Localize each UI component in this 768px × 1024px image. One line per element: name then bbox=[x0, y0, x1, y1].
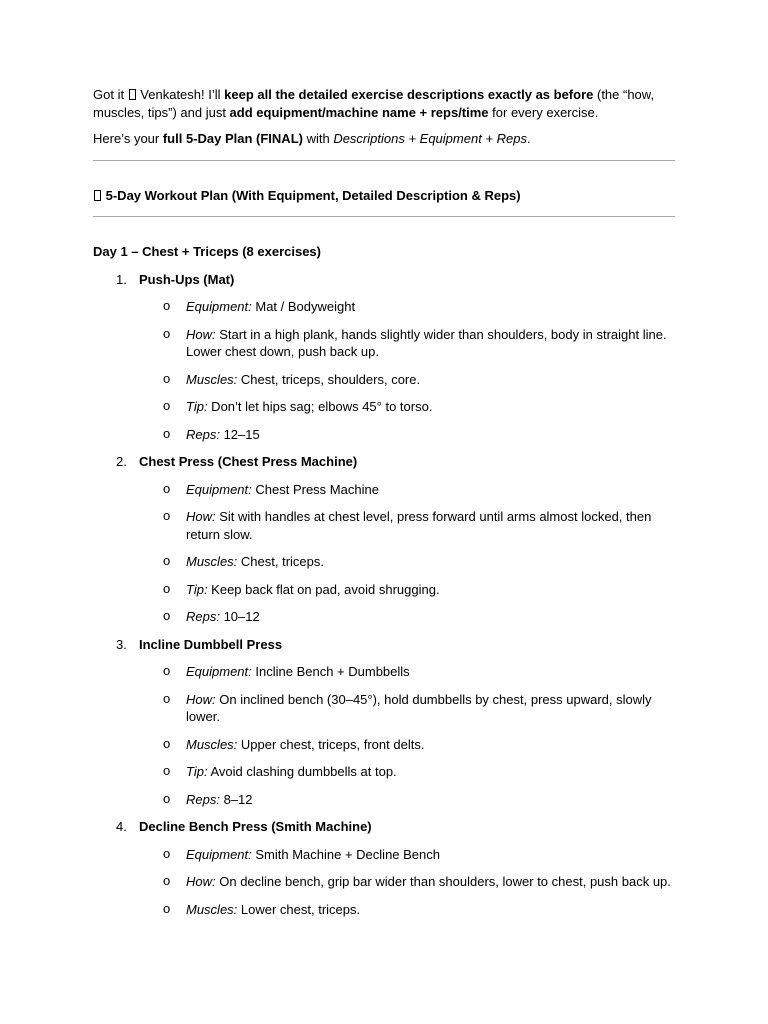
detail-text bbox=[186, 663, 675, 681]
intro-text: . bbox=[526, 131, 531, 146]
detail-value: On decline bench, grip bar wider than shoulders, lower to chest, push back up. bbox=[215, 874, 671, 889]
exercise-item bbox=[93, 271, 675, 444]
detail-value: 12–15 bbox=[219, 426, 260, 442]
detail-text bbox=[186, 298, 675, 316]
intro-text: (the “how, muscles, tips”) and just bbox=[93, 87, 655, 120]
intro-text: with bbox=[302, 131, 334, 146]
detail-label: Tip: bbox=[186, 581, 208, 597]
detail-item bbox=[93, 371, 675, 389]
divider bbox=[93, 160, 675, 161]
detail-item bbox=[93, 691, 675, 726]
detail-label: Muscles: bbox=[186, 901, 238, 917]
detail-item bbox=[93, 763, 675, 781]
detail-item bbox=[93, 846, 675, 864]
detail-item bbox=[93, 901, 675, 919]
divider bbox=[93, 216, 675, 217]
exercise-item bbox=[93, 453, 675, 626]
detail-text bbox=[186, 553, 675, 571]
missing-emoji-icon bbox=[129, 89, 136, 100]
detail-text bbox=[186, 398, 675, 416]
exercise-item bbox=[93, 636, 675, 809]
detail-label: Muscles: bbox=[186, 554, 238, 569]
detail-value: Mat / Bodyweight bbox=[251, 299, 356, 314]
circle-bullet-icon: o bbox=[163, 370, 171, 386]
intro-paragraph bbox=[93, 86, 675, 121]
intro-italic: Descriptions + Equipment + Reps bbox=[333, 131, 527, 146]
detail-item bbox=[93, 426, 675, 444]
intro-text: for every exercise. bbox=[488, 104, 599, 120]
detail-item bbox=[93, 791, 675, 809]
intro-text: Got it bbox=[93, 87, 128, 102]
circle-bullet-icon: o bbox=[163, 900, 171, 916]
detail-value: Don’t let hips sag; elbows 45° to torso. bbox=[207, 399, 433, 414]
intro-text: Here’s your bbox=[93, 131, 163, 146]
exercise-title: Chest Press (Chest Press Machine) bbox=[139, 454, 358, 469]
circle-bullet-icon: o bbox=[163, 508, 171, 523]
detail-item bbox=[93, 298, 675, 316]
detail-text bbox=[186, 481, 675, 499]
detail-item bbox=[93, 581, 675, 599]
detail-value: Start in a high plank, hands slightly wider than shoulders, body in straight line. Lower chest down, push back up. bbox=[186, 326, 667, 359]
circle-bullet-icon: o bbox=[163, 298, 171, 313]
plan-title-text: 5-Day Workout Plan (With Equipment, Detailed Description & Reps) bbox=[105, 187, 521, 203]
detail-value: Upper chest, triceps, front delts. bbox=[237, 736, 425, 752]
detail-label: How: bbox=[186, 509, 216, 524]
circle-bullet-icon: o bbox=[163, 790, 171, 806]
document-page bbox=[93, 86, 675, 918]
detail-item bbox=[93, 663, 675, 681]
intro-text: Venkatesh! I’ll bbox=[136, 87, 225, 102]
exercise-details bbox=[93, 481, 675, 626]
plan-title bbox=[93, 187, 675, 205]
exercise-number: 2. bbox=[116, 454, 127, 469]
intro-bold: keep all the detailed exercise descriptions exactly as before bbox=[224, 87, 594, 102]
detail-item bbox=[93, 553, 675, 571]
plan-intro-paragraph bbox=[93, 130, 675, 148]
detail-item bbox=[93, 481, 675, 499]
detail-label: Reps: bbox=[186, 426, 220, 442]
circle-bullet-icon: o bbox=[163, 873, 171, 888]
exercise-number: 4. bbox=[116, 819, 127, 834]
detail-value: Incline Bench + Dumbbells bbox=[251, 664, 410, 679]
detail-item bbox=[93, 508, 675, 543]
circle-bullet-icon: o bbox=[163, 398, 171, 413]
detail-text bbox=[186, 508, 675, 543]
circle-bullet-icon: o bbox=[163, 325, 171, 341]
detail-value: Chest, triceps. bbox=[237, 554, 324, 569]
detail-text bbox=[186, 736, 675, 754]
circle-bullet-icon: o bbox=[163, 480, 171, 496]
detail-value: Chest Press Machine bbox=[251, 481, 379, 497]
detail-item bbox=[93, 736, 675, 754]
detail-text bbox=[186, 763, 675, 781]
detail-item bbox=[93, 608, 675, 626]
exercise-title: Incline Dumbbell Press bbox=[139, 636, 283, 652]
detail-label: Tip: bbox=[186, 399, 208, 414]
detail-item bbox=[93, 398, 675, 416]
exercise-item bbox=[93, 818, 675, 918]
detail-item bbox=[93, 326, 675, 361]
detail-label: Reps: bbox=[186, 609, 220, 624]
circle-bullet-icon: o bbox=[163, 553, 171, 568]
circle-bullet-icon: o bbox=[163, 425, 171, 441]
detail-value: Chest, triceps, shoulders, core. bbox=[237, 371, 421, 387]
circle-bullet-icon: o bbox=[163, 580, 171, 596]
detail-text bbox=[186, 371, 675, 389]
detail-label: How: bbox=[186, 874, 216, 889]
circle-bullet-icon: o bbox=[163, 608, 171, 623]
detail-text bbox=[186, 691, 675, 726]
detail-label: Equipment: bbox=[186, 299, 252, 314]
circle-bullet-icon: o bbox=[163, 735, 171, 751]
detail-label: How: bbox=[186, 691, 216, 707]
circle-bullet-icon: o bbox=[163, 845, 171, 861]
exercise-title: Push-Ups (Mat) bbox=[139, 271, 235, 287]
detail-text bbox=[186, 901, 675, 919]
exercise-details bbox=[93, 846, 675, 919]
exercise-details bbox=[93, 298, 675, 443]
intro-bold: add equipment/machine name + reps/time bbox=[229, 104, 489, 120]
circle-bullet-icon: o bbox=[163, 763, 171, 778]
exercise-number: 3. bbox=[116, 636, 127, 652]
exercise-details bbox=[93, 663, 675, 808]
detail-label: Equipment: bbox=[186, 481, 252, 497]
detail-text bbox=[186, 426, 675, 444]
detail-value: Avoid clashing dumbbells at top. bbox=[207, 764, 397, 779]
detail-label: Muscles: bbox=[186, 736, 238, 752]
detail-text bbox=[186, 846, 675, 864]
detail-label: Reps: bbox=[186, 791, 220, 807]
circle-bullet-icon: o bbox=[163, 690, 171, 706]
detail-value: 8–12 bbox=[219, 791, 253, 807]
missing-emoji-icon bbox=[94, 190, 101, 201]
detail-text bbox=[186, 873, 675, 891]
circle-bullet-icon: o bbox=[163, 663, 171, 678]
detail-value: 10–12 bbox=[219, 609, 260, 624]
detail-value: Lower chest, triceps. bbox=[237, 901, 361, 917]
detail-text bbox=[186, 791, 675, 809]
day-heading: Day 1 – Chest + Triceps (8 exercises) bbox=[93, 244, 321, 259]
detail-text bbox=[186, 326, 675, 361]
detail-label: Equipment: bbox=[186, 846, 252, 862]
detail-text bbox=[186, 608, 675, 626]
exercise-list bbox=[93, 271, 675, 919]
detail-value: Keep back flat on pad, avoid shrugging. bbox=[207, 581, 440, 597]
detail-label: Equipment: bbox=[186, 664, 252, 679]
detail-value: Sit with handles at chest level, press forward until arms almost locked, then return slow. bbox=[186, 509, 652, 542]
detail-text bbox=[186, 581, 675, 599]
detail-value: Smith Machine + Decline Bench bbox=[251, 846, 440, 862]
detail-label: How: bbox=[186, 326, 216, 342]
detail-label: Muscles: bbox=[186, 371, 238, 387]
detail-value: On inclined bench (30–45°), hold dumbbells by chest, press upward, slowly lower. bbox=[186, 691, 652, 724]
detail-item bbox=[93, 873, 675, 891]
exercise-number: 1. bbox=[116, 271, 127, 287]
intro-bold: full 5-Day Plan (FINAL) bbox=[162, 131, 303, 146]
exercise-title: Decline Bench Press (Smith Machine) bbox=[139, 819, 372, 834]
detail-label: Tip: bbox=[186, 764, 208, 779]
